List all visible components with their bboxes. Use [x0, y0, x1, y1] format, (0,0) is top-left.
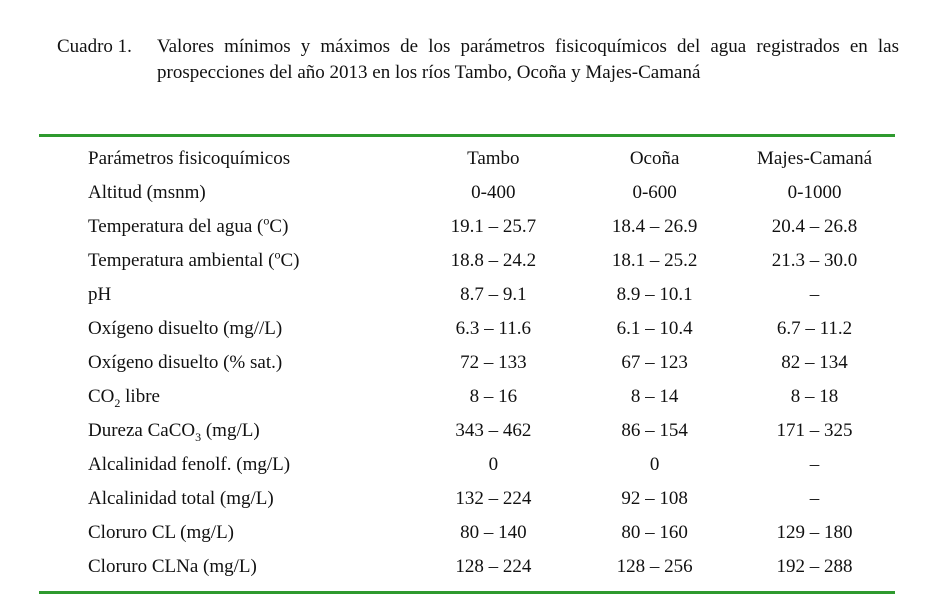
- row-parameter: [39, 380, 411, 414]
- row-majes-value: 129 – 180: [776, 522, 853, 543]
- row-tambo-value: 8.7 – 9.1: [460, 284, 527, 305]
- row-ocona-value: 18.1 – 25.2: [611, 250, 698, 271]
- subscript: 2: [114, 395, 121, 410]
- table-row: [39, 516, 895, 550]
- row-tambo-value: 18.8 – 24.2: [450, 250, 537, 271]
- row-ocona-value: 92 – 108: [621, 488, 688, 509]
- table-header-row: [39, 142, 895, 176]
- row-ocona-value: 80 – 160: [621, 522, 688, 543]
- table-row: [39, 176, 895, 210]
- row-majes-value: 6.7 – 11.2: [776, 318, 853, 339]
- row-ocona-value: 8.9 – 10.1: [616, 284, 693, 305]
- param-text: Temperatura ambiental (: [88, 250, 275, 271]
- table-row: [39, 414, 895, 448]
- row-parameter: Alcalinidad total (mg/L): [88, 488, 274, 509]
- row-majes-value: 192 – 288: [776, 556, 853, 577]
- row-parameter: [39, 414, 411, 448]
- row-parameter: Altitud (msnm): [88, 182, 206, 203]
- row-tambo-value: 72 – 133: [460, 352, 527, 373]
- row-parameter: [39, 210, 411, 244]
- table-row: [39, 482, 895, 516]
- row-ocona-value: 6.1 – 10.4: [616, 318, 693, 339]
- row-tambo-value: 132 – 224: [455, 488, 532, 509]
- row-majes-value: 171 – 325: [776, 420, 853, 441]
- row-ocona-value: 8 – 14: [630, 386, 679, 407]
- row-majes-value: 20.4 – 26.8: [771, 216, 858, 237]
- row-ocona-value: 128 – 256: [616, 556, 693, 577]
- table-top-rule: [39, 134, 895, 137]
- row-tambo-value: 0-400: [471, 182, 516, 203]
- row-majes-value: –: [809, 454, 820, 475]
- header-majes-camana: Majes-Camaná: [757, 148, 873, 169]
- row-parameter: pH: [88, 284, 112, 305]
- row-parameter: [39, 244, 411, 278]
- table-bottom-rule: [39, 591, 895, 594]
- row-majes-value: –: [809, 488, 820, 509]
- row-tambo-value: 80 – 140: [460, 522, 527, 543]
- row-majes-value: –: [809, 284, 820, 305]
- table-row: [39, 346, 895, 380]
- param-suffix: libre: [120, 386, 160, 407]
- row-ocona-value: 67 – 123: [621, 352, 688, 373]
- row-tambo-value: 19.1 – 25.7: [450, 216, 537, 237]
- row-tambo-value: 6.3 – 11.6: [455, 318, 531, 339]
- table-row: [39, 278, 895, 312]
- row-parameter: Cloruro CLNa (mg/L): [88, 556, 257, 577]
- row-parameter: Cloruro CL (mg/L): [88, 522, 234, 543]
- row-ocona-value: 18.4 – 26.9: [611, 216, 698, 237]
- row-parameter: Oxígeno disuelto (mg//L): [88, 318, 283, 339]
- row-ocona-value: 0-600: [632, 182, 677, 203]
- header-tambo: Tambo: [467, 148, 520, 169]
- row-majes-value: 21.3 – 30.0: [771, 250, 858, 271]
- row-majes-value: 82 – 134: [781, 352, 848, 373]
- param-text: Dureza CaCO: [88, 420, 196, 441]
- row-tambo-value: 8 – 16: [469, 386, 518, 407]
- param-text: Temperatura del agua (: [88, 216, 264, 237]
- row-parameter: Alcalinidad fenolf. (mg/L): [88, 454, 291, 475]
- row-tambo-value: 128 – 224: [455, 556, 532, 577]
- param-unit: C): [269, 216, 289, 237]
- subscript: 3: [195, 429, 202, 444]
- row-ocona-value: 86 – 154: [621, 420, 688, 441]
- degree-superscript: o: [274, 247, 281, 262]
- caption-label: Cuadro 1.: [57, 36, 132, 57]
- header-parameters: Parámetros fisicoquímicos: [88, 148, 291, 169]
- row-majes-value: 0-1000: [787, 182, 842, 203]
- row-tambo-value: 0: [488, 454, 499, 475]
- table-row: [39, 244, 895, 278]
- table-row: [39, 448, 895, 482]
- row-ocona-value: 0: [649, 454, 660, 475]
- parameters-table: [39, 142, 895, 584]
- param-text: CO: [88, 386, 115, 407]
- row-tambo-value: 343 – 462: [455, 420, 532, 441]
- header-ocona: Ocoña: [629, 148, 680, 169]
- row-parameter: Oxígeno disuelto (% sat.): [88, 352, 283, 373]
- table-row: [39, 210, 895, 244]
- param-suffix: (mg/L): [201, 420, 260, 441]
- row-majes-value: 8 – 18: [790, 386, 839, 407]
- caption-text: Valores mínimos y máximos de los parámetros fisicoquímicos del agua registrados en las prospecciones del año 2013 en los ríos Tambo, Ocoña y Majes-Camaná: [157, 36, 899, 83]
- table-row: [39, 550, 895, 584]
- table-row: [39, 312, 895, 346]
- table-row: [39, 380, 895, 414]
- param-unit: C): [280, 250, 300, 271]
- degree-superscript: o: [263, 213, 270, 228]
